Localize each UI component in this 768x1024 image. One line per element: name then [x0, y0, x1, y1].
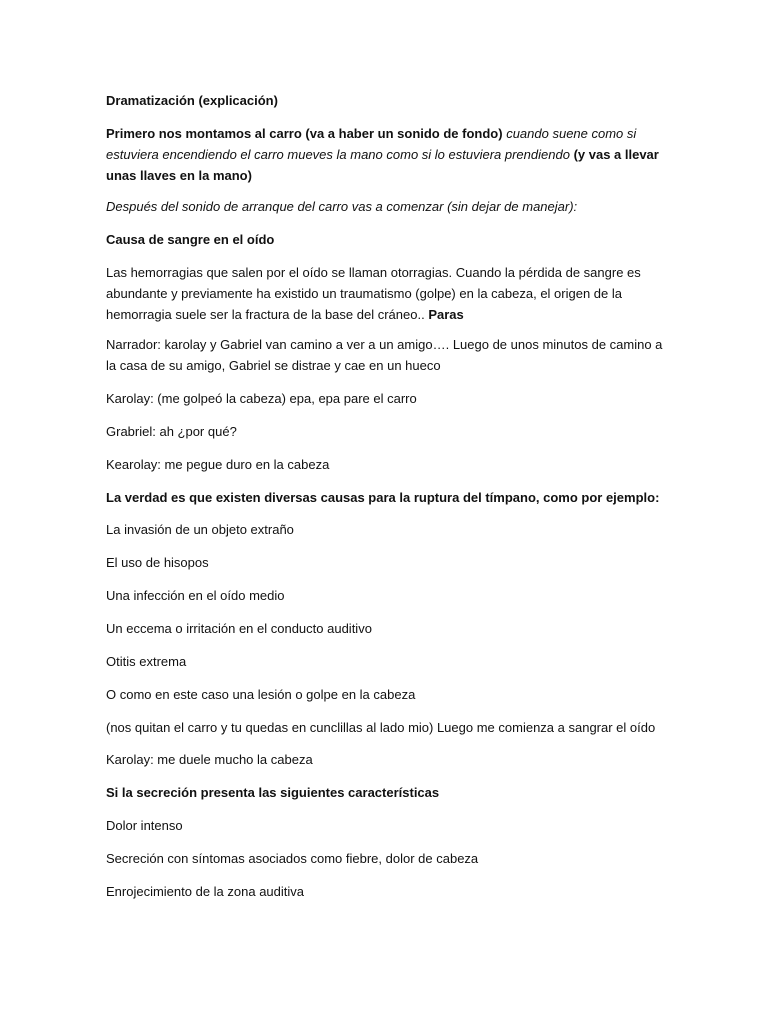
document-title: Dramatización (explicación): [106, 93, 278, 108]
section-heading-causa: Causa de sangre en el oído: [106, 232, 275, 247]
stage-direction: (nos quitan el carro y tu quedas en cunclillas al lado mio) Luego me comienza a sangrar el oído: [106, 720, 656, 735]
dialogue-line: Karolay: (me golpeó la cabeza) epa, epa pare el carro: [106, 391, 417, 406]
cause-item: Un eccema o irritación en el conducto auditivo: [106, 621, 372, 636]
otorragia-text: Las hemorragias que salen por el oído se llaman otorragias. Cuando la pérdida de sangre es abundante y previamente ha existido un traumatismo (golpe) en la cabeza, el origen de la hemorragia suele ser la fractura de la base del cráneo..: [106, 265, 641, 322]
otorragia-paras: Paras: [428, 307, 464, 322]
dialogue-line: Karolay: me duele mucho la cabeza: [106, 752, 313, 767]
intro-italic: cuando suene como si estuviera encendiendo el carro mueves la mano como si lo estuviera prendiendo: [106, 126, 637, 162]
cause-item: Una infección en el oído medio: [106, 588, 285, 603]
after-sound-paragraph: Después del sonido de arranque del carro vas a comenzar (sin dejar de manejar):: [106, 199, 578, 214]
cause-item: O como en este caso una lesión o golpe en la cabeza: [106, 687, 416, 702]
causes-intro: La verdad es que existen diversas causas para la ruptura del tímpano, como por ejemplo:: [106, 490, 660, 505]
characteristic-item: Enrojecimiento de la zona auditiva: [106, 884, 305, 899]
otorragia-paragraph: [106, 262, 666, 325]
cause-item: El uso de hisopos: [106, 555, 209, 570]
intro-bold-a: Primero nos montamos al carro (va a haber un sonido de fondo): [106, 126, 503, 141]
characteristic-item: Secreción con síntomas asociados como fiebre, dolor de cabeza: [106, 851, 479, 866]
cause-item: Otitis extrema: [106, 654, 187, 669]
cause-item: La invasión de un objeto extraño: [106, 522, 294, 537]
dialogue-line: Kearolay: me pegue duro en la cabeza: [106, 457, 330, 472]
characteristic-item: Dolor intenso: [106, 818, 183, 833]
characteristics-intro: Si la secreción presenta las siguientes características: [106, 785, 440, 800]
intro-bold-c: (y vas a llevar unas llaves en la mano): [106, 147, 659, 183]
narrator-paragraph: Narrador: karolay y Gabriel van camino a ver a un amigo…. Luego de unos minutos de camino a la casa de su amigo, Gabriel se distrae y cae en un hueco: [106, 337, 663, 373]
intro-paragraph: [106, 123, 666, 186]
dialogue-line: Grabriel: ah ¿por qué?: [106, 424, 237, 439]
